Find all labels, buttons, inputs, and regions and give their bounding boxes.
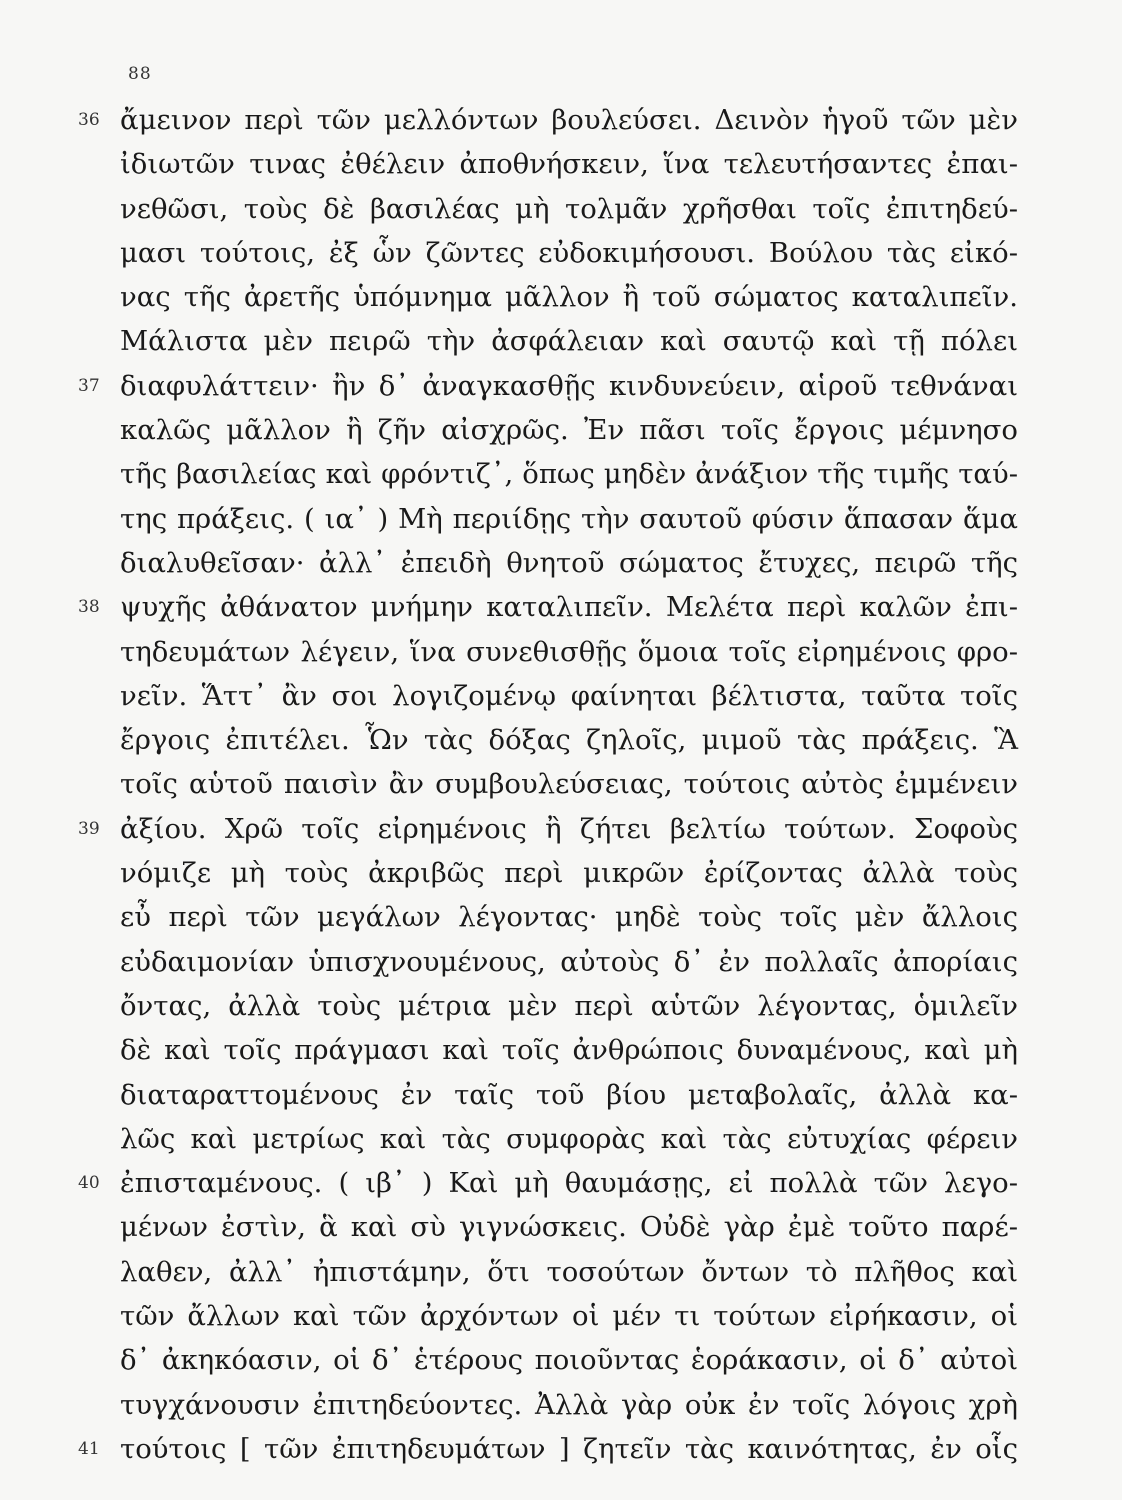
line-text: τούτοις [ τῶν ἐπιτηδευμάτων ] ζητεῖν τὰς καινότητας, ἐν οἷς [120,1432,1018,1465]
text-line [120,497,1018,541]
text-line [120,1383,1018,1427]
text-line [120,408,1018,452]
text-line [78,98,1018,142]
text-line [78,1427,1018,1471]
page-number: 88 [128,64,152,84]
text-line [120,187,1018,231]
text-line [120,1205,1018,1249]
line-text: ὄντας, ἀλλὰ τοὺς μέτρια μὲν περὶ αὑτῶν λέγοντας, ὁμιλεῖν [120,989,1018,1022]
text-line [120,319,1018,363]
line-text: της πράξεις. ( ια᾽ ) Μὴ περιίδῃς τὴν σαυτοῦ φύσιν ἅπασαν ἅμα [120,502,1018,535]
line-text: τυγχάνουσιν ἐπιτηδεύοντες. Ἀλλὰ γὰρ οὐκ ἐν τοῖς λόγοις χρὴ [120,1388,1018,1421]
line-text: διαταραττομένους ἐν ταῖς τοῦ βίου μεταβολαῖς, ἀλλὰ κα- [120,1078,1018,1111]
line-text: ἰδιωτῶν τινας ἐθέλειν ἀποθνήσκειν, ἵνα τελευτήσαντες ἐπαι- [120,148,1018,181]
section-number: 37 [78,375,100,396]
line-text: διαλυθεῖσαν· ἀλλ᾽ ἐπειδὴ θνητοῦ σώματος ἔτυχες, πειρῶ τῆς [120,546,1018,579]
text-line [120,1294,1018,1338]
text-line [120,1028,1018,1072]
line-text: ἔργοις ἐπιτέλει. Ὧν τὰς δόξας ζηλοῖς, μιμοῦ τὰς πράξεις. Ἃ [120,724,1018,757]
text-line [78,807,1018,851]
line-text: μασι τούτοις, ἐξ ὧν ζῶντες εὐδοκιμήσουσι. Βούλου τὰς εἰκό- [120,236,1018,269]
line-text: δ᾽ ἀκηκόασιν, οἱ δ᾽ ἑτέρους ποιοῦντας ἑοράκασιν, οἱ δ᾽ αὐτοὶ [120,1344,1018,1377]
line-text: νεθῶσι, τοὺς δὲ βασιλέας μὴ τολμᾶν χρῆσθαι τοῖς ἐπιτηδεύ- [120,192,1018,225]
line-text: λαθεν, ἀλλ᾽ ἠπιστάμην, ὅτι τοσούτων ὄντων τὸ πλῆθος καὶ [120,1255,1018,1288]
section-number: 36 [78,110,100,130]
line-text: μένων ἐστὶν, ἃ καὶ σὺ γιγνώσκεις. Οὐδὲ γὰρ ἐμὲ τοῦτο παρέ- [120,1211,1018,1244]
line-text: τηδευμάτων λέγειν, ἵνα συνεθισθῇς ὅμοια τοῖς εἰρημένοις φρο- [120,635,1018,668]
text-line [120,674,1018,718]
line-text: ψυχῆς ἀθάνατον μνήμην καταλιπεῖν. Μελέτα περὶ καλῶν ἐπι- [120,591,1018,624]
line-text: τῶν ἄλλων καὶ τῶν ἀρχόντων οἱ μέν τι τούτων εἰρήκασιν, οἱ [120,1300,1018,1333]
line-text: τῆς βασιλείας καὶ φρόντιζ᾽, ὅπως μηδὲν ἀνάξιον τῆς τιμῆς ταύ- [120,458,1018,491]
text-line [120,1338,1018,1382]
line-text: ἐπισταμένους. ( ιβ᾽ ) Καὶ μὴ θαυμάσῃς, εἰ πολλὰ τῶν λεγο- [120,1167,1018,1200]
text-line [78,585,1018,629]
text-line [120,630,1018,674]
text-line [120,1250,1018,1294]
text-line [120,718,1018,762]
line-text: νας τῆς ἀρετῆς ὑπόμνημα μᾶλλον ἢ τοῦ σώματος καταλιπεῖν. [120,281,1018,314]
line-text: εὐδαιμονίαν ὑπισχνουμένους, αὐτοὺς δ᾽ ἐν πολλαῖς ἀπορίαις [120,945,1018,978]
section-number: 41 [78,1438,100,1459]
line-text: διαφυλάττειν· ἢν δ᾽ ἀναγκασθῇς κινδυνεύειν, αἱροῦ τεθνάναι [120,369,1018,402]
section-number: 38 [78,597,100,618]
text-line [120,452,1018,496]
text-line [78,1161,1018,1205]
text-line [120,1073,1018,1117]
line-text: ἄμεινον περὶ τῶν μελλόντων βουλεύσει. Δεινὸν ἡγοῦ τῶν μὲν [120,104,1018,136]
text-line [120,762,1018,806]
greek-text-body [78,98,1018,1471]
line-text: ἀξίου. Χρῶ τοῖς εἰρημένοις ἢ ζήτει βελτίω τούτων. Σοφοὺς [120,812,1018,845]
section-number: 39 [78,818,100,839]
text-line [120,940,1018,984]
text-line [120,984,1018,1028]
text-line [120,1117,1018,1161]
line-text: δὲ καὶ τοῖς πράγμασι καὶ τοῖς ἀνθρώποις δυναμένους, καὶ μὴ [120,1034,1018,1067]
line-text: Μάλιστα μὲν πειρῶ τὴν ἀσφάλειαν καὶ σαυτῷ καὶ τῇ πόλει [120,325,1018,358]
line-text: καλῶς μᾶλλον ἢ ζῆν αἰσχρῶς. Ἐν πᾶσι τοῖς ἔργοις μέμνησο [120,414,1018,447]
text-line [120,142,1018,186]
line-text: νόμιζε μὴ τοὺς ἀκριβῶς περὶ μικρῶν ἐρίζοντας ἀλλὰ τοὺς [120,857,1018,890]
text-line [78,364,1018,408]
text-line [120,275,1018,319]
text-line [120,851,1018,895]
text-line [120,231,1018,275]
text-line [120,541,1018,585]
line-text: νεῖν. Ἅττ᾽ ἂν σοι λογιζομένῳ φαίνηται βέλτιστα, ταῦτα τοῖς [120,679,1018,712]
line-text: εὖ περὶ τῶν μεγάλων λέγοντας· μηδὲ τοὺς τοῖς μὲν ἄλλοις [120,901,1018,934]
text-line [120,895,1018,939]
section-number: 40 [78,1173,100,1194]
line-text: τοῖς αὑτοῦ παισὶν ἂν συμβουλεύσειας, τούτοις αὐτὸς ἐμμένειν [120,768,1018,801]
line-text: λῶς καὶ μετρίως καὶ τὰς συμφορὰς καὶ τὰς εὐτυχίας φέρειν [120,1122,1018,1155]
